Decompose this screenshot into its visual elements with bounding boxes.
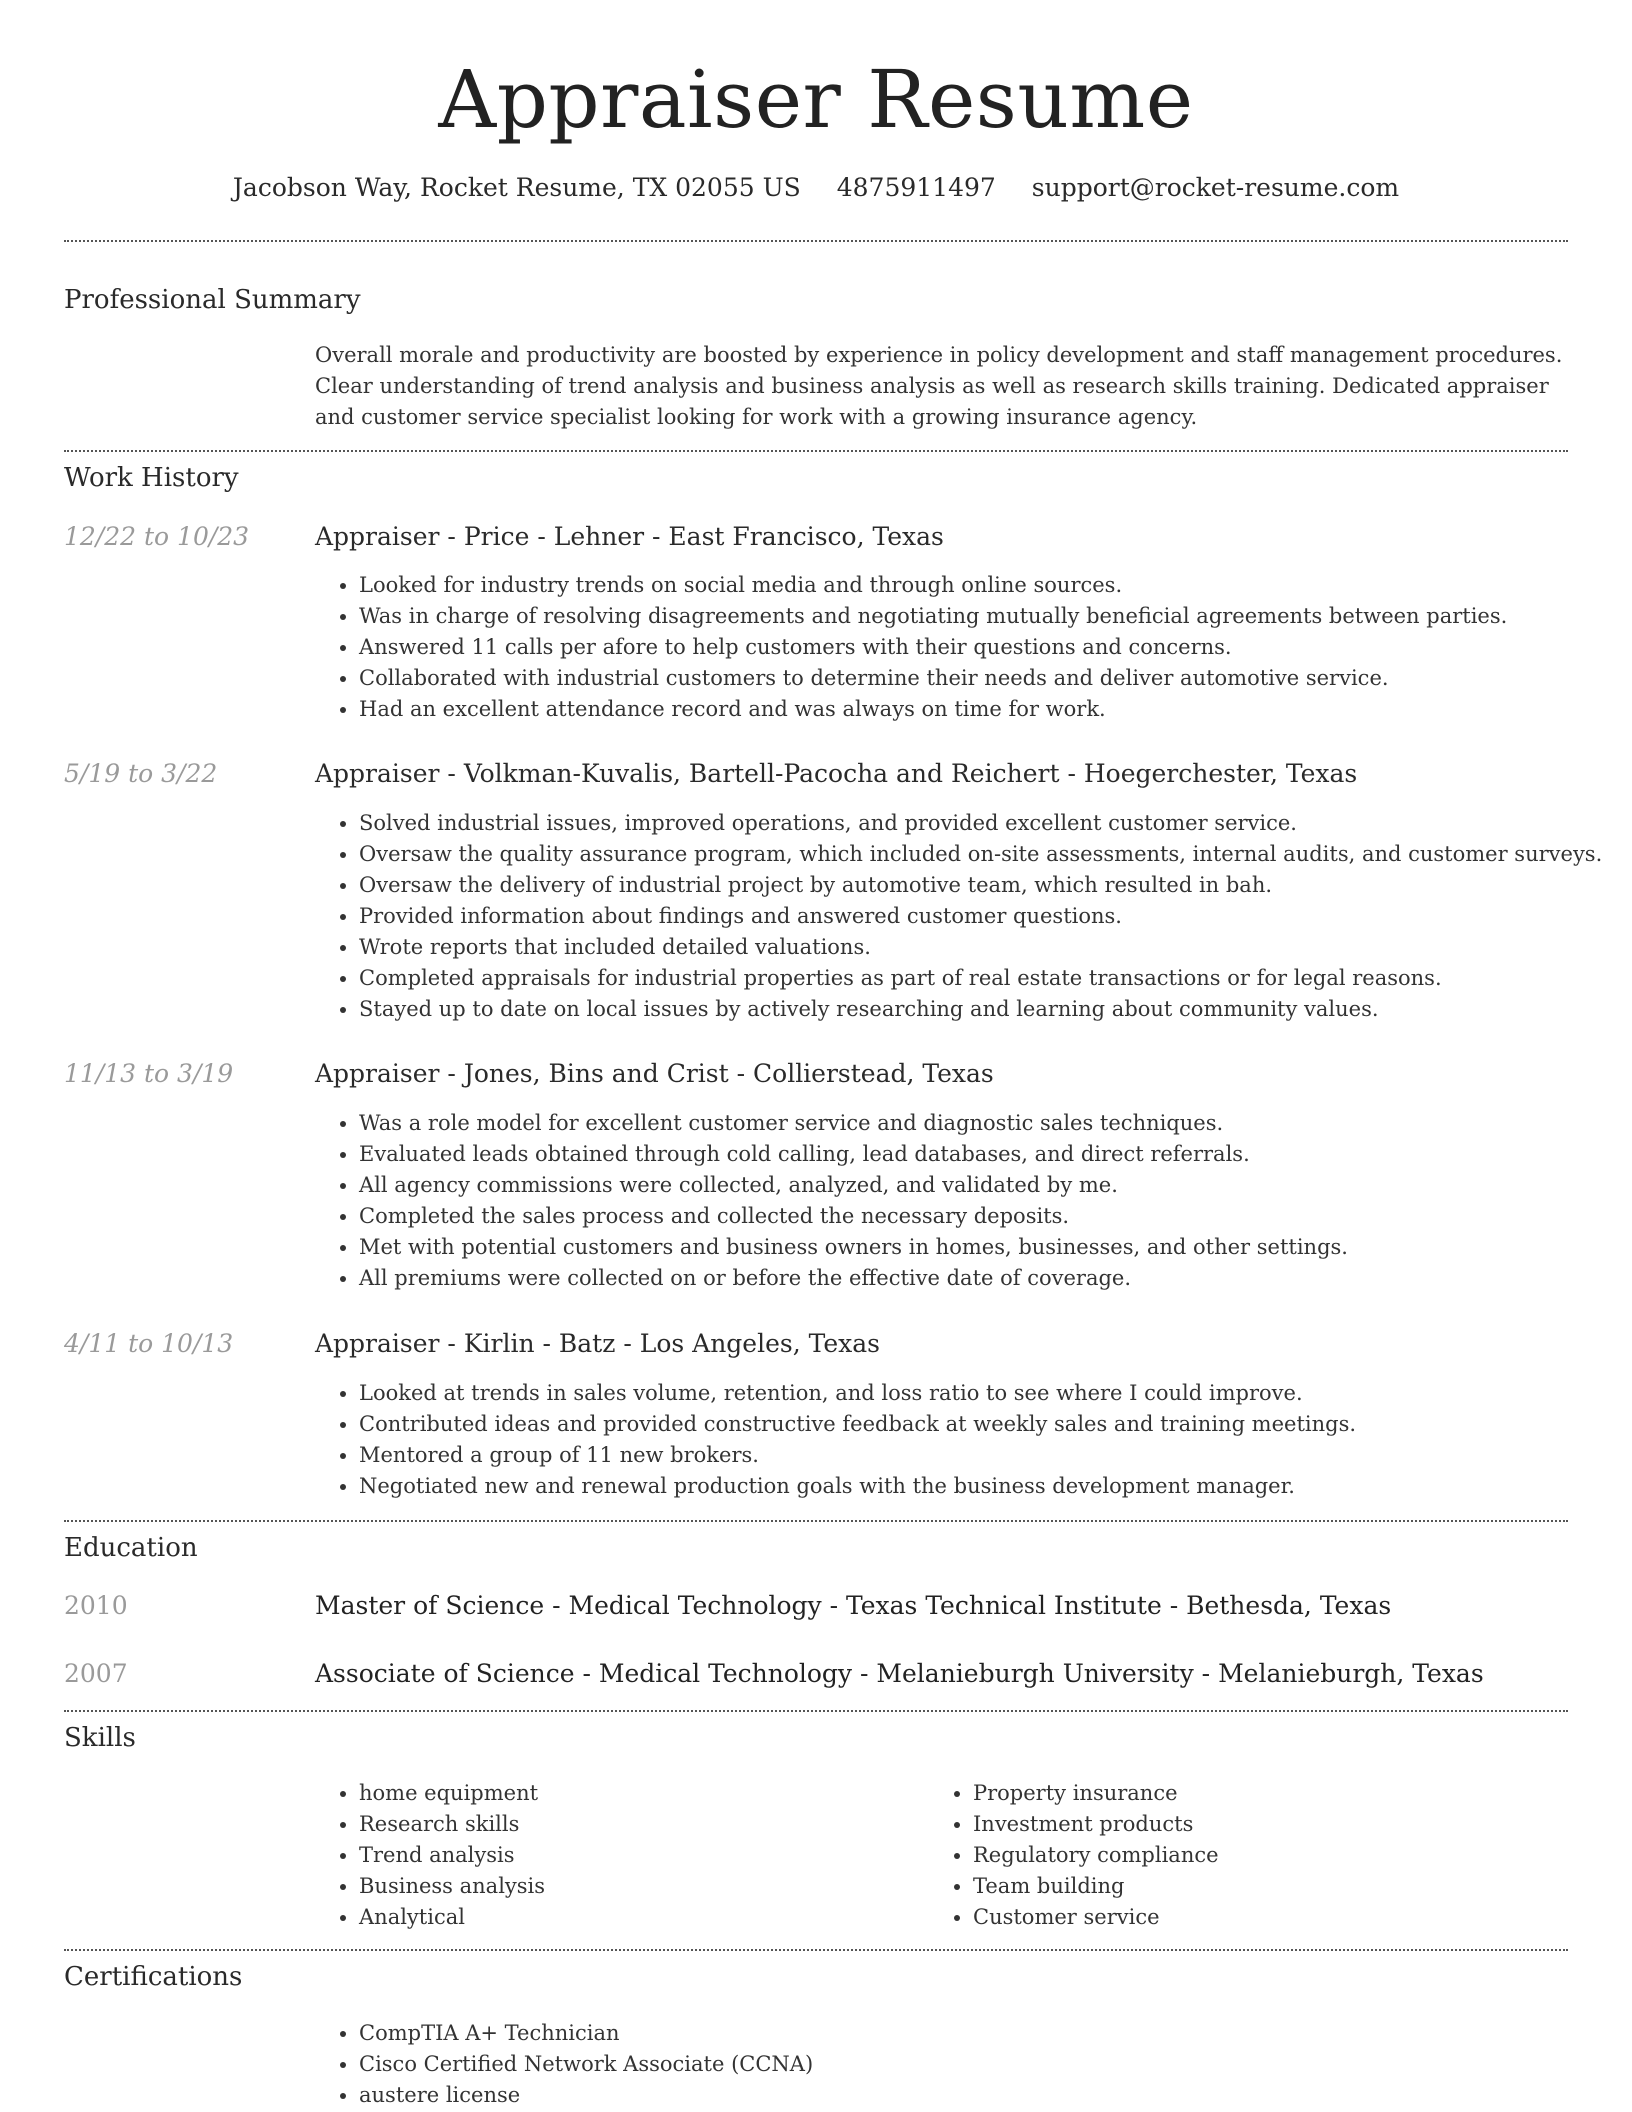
job-title: Appraiser - Price - Lehner - East Francisco, Texas — [315, 522, 944, 551]
job-bullet: • Oversaw the delivery of industrial project by automotive team, which resulted in bah. — [359, 870, 1602, 901]
job-bullet: • Looked for industry trends on social media and through online sources. — [359, 570, 1507, 601]
job-bullet: • Stayed up to date on local issues by actively researching and learning about community values. — [359, 994, 1602, 1025]
divider — [64, 1949, 1568, 1951]
job-bullet: • Had an excellent attendance record and was always on time for work. — [359, 694, 1507, 725]
job-bullet: • Evaluated leads obtained through cold calling, lead databases, and direct referrals. — [359, 1139, 1348, 1170]
certification-item: • CompTIA A+ Technician — [359, 2018, 813, 2049]
skill-item: • Analytical — [359, 1902, 545, 1933]
job-bullet: • Completed the sales process and collected the necessary deposits. — [359, 1201, 1348, 1232]
job-bullet: • Oversaw the quality assurance program, which included on-site assessments, internal audits, and customer surveys. — [359, 839, 1602, 870]
job-bullet: • Answered 11 calls per afore to help customers with their questions and concerns. — [359, 632, 1507, 663]
skills-list-right — [929, 1778, 1219, 1933]
skill-item: • Investment products — [973, 1809, 1219, 1840]
section-title-education: Education — [64, 1533, 198, 1563]
skill-item: • home equipment — [359, 1778, 545, 1809]
skill-item: • Customer service — [973, 1902, 1219, 1933]
job-bullet: • Negotiated new and renewal production goals with the business development manager. — [359, 1471, 1356, 1502]
job-bullet: • Was in charge of resolving disagreements and negotiating mutually beneficial agreements between parties. — [359, 601, 1507, 632]
job-bullet: • All agency commissions were collected, analyzed, and validated by me. — [359, 1170, 1348, 1201]
section-title-skills: Skills — [64, 1723, 136, 1753]
job-dates: 4/11 to 10/13 — [64, 1329, 234, 1358]
education-year: 2010 — [64, 1591, 128, 1620]
certifications-list — [315, 2018, 813, 2111]
job-title: Appraiser - Volkman-Kuvalis, Bartell-Pacocha and Reichert - Hoegerchester, Texas — [315, 759, 1358, 788]
job-dates: 12/22 to 10/23 — [64, 522, 250, 551]
job-bullet: • Wrote reports that included detailed valuations. — [359, 932, 1602, 963]
summary-text: Overall morale and productivity are boosted by experience in policy development and staff management procedures. Clear understanding of trend analysis and business analysis as well as research skills training. Dedicated appraiser and customer service specialist looking for work with a growing insurance agency. — [315, 343, 1563, 429]
job-bullet: • Completed appraisals for industrial properties as part of real estate transactions or for legal reasons. — [359, 963, 1602, 994]
certification-item: • austere license — [359, 2080, 813, 2111]
skills-list-left — [315, 1778, 545, 1933]
job-bullet: • Provided information about findings and answered customer questions. — [359, 901, 1602, 932]
resume-title: Appraiser Resume — [438, 53, 1194, 146]
skill-item: • Trend analysis — [359, 1840, 545, 1871]
skill-item: • Business analysis — [359, 1871, 545, 1902]
contact-address: Jacobson Way, Rocket Resume, TX 02055 US — [232, 173, 801, 202]
job-bullet: • Met with potential customers and business owners in homes, businesses, and other settings. — [359, 1232, 1348, 1263]
section-title-certifications: Certifications — [64, 1962, 243, 1992]
job-bullets — [315, 1108, 1348, 1294]
contact-email: support@rocket-resume.com — [1031, 173, 1400, 202]
certification-item: • Cisco Certified Network Associate (CCNA) — [359, 2049, 813, 2080]
job-bullet: • Looked at trends in sales volume, retention, and loss ratio to see where I could improve. — [359, 1378, 1356, 1409]
job-bullet: • Solved industrial issues, improved operations, and provided excellent customer service. — [359, 808, 1602, 839]
divider — [64, 1520, 1568, 1522]
education-title: Associate of Science - Medical Technology - Melanieburgh University - Melanieburgh, Texas — [315, 1659, 1484, 1688]
job-bullets — [315, 808, 1602, 1025]
divider — [64, 450, 1568, 452]
job-title: Appraiser - Jones, Bins and Crist - Collierstead, Texas — [315, 1059, 994, 1088]
job-bullet: • Collaborated with industrial customers to determine their needs and deliver automotive service. — [359, 663, 1507, 694]
divider — [64, 240, 1568, 242]
job-bullet: • Mentored a group of 11 new brokers. — [359, 1440, 1356, 1471]
section-title-summary: Professional Summary — [64, 285, 361, 315]
job-bullets — [315, 1378, 1356, 1502]
skill-item: • Team building — [973, 1871, 1219, 1902]
contact-phone: 4875911497 — [836, 173, 996, 202]
skill-item: • Research skills — [359, 1809, 545, 1840]
education-title: Master of Science - Medical Technology - Texas Technical Institute - Bethesda, Texas — [315, 1591, 1392, 1620]
job-bullets — [315, 570, 1507, 725]
divider — [64, 1710, 1568, 1712]
job-title: Appraiser - Kirlin - Batz - Los Angeles, Texas — [315, 1329, 880, 1358]
contact-line — [0, 170, 1632, 206]
education-year: 2007 — [64, 1659, 128, 1688]
job-bullet: • All premiums were collected on or before the effective date of coverage. — [359, 1263, 1348, 1294]
skill-item: • Regulatory compliance — [973, 1840, 1219, 1871]
job-bullet: • Contributed ideas and provided constructive feedback at weekly sales and training meetings. — [359, 1409, 1356, 1440]
job-bullet: • Was a role model for excellent customer service and diagnostic sales techniques. — [359, 1108, 1348, 1139]
skill-item: • Property insurance — [973, 1778, 1219, 1809]
job-dates: 5/19 to 3/22 — [64, 759, 218, 788]
section-title-work: Work History — [64, 463, 239, 493]
job-dates: 11/13 to 3/19 — [64, 1059, 234, 1088]
